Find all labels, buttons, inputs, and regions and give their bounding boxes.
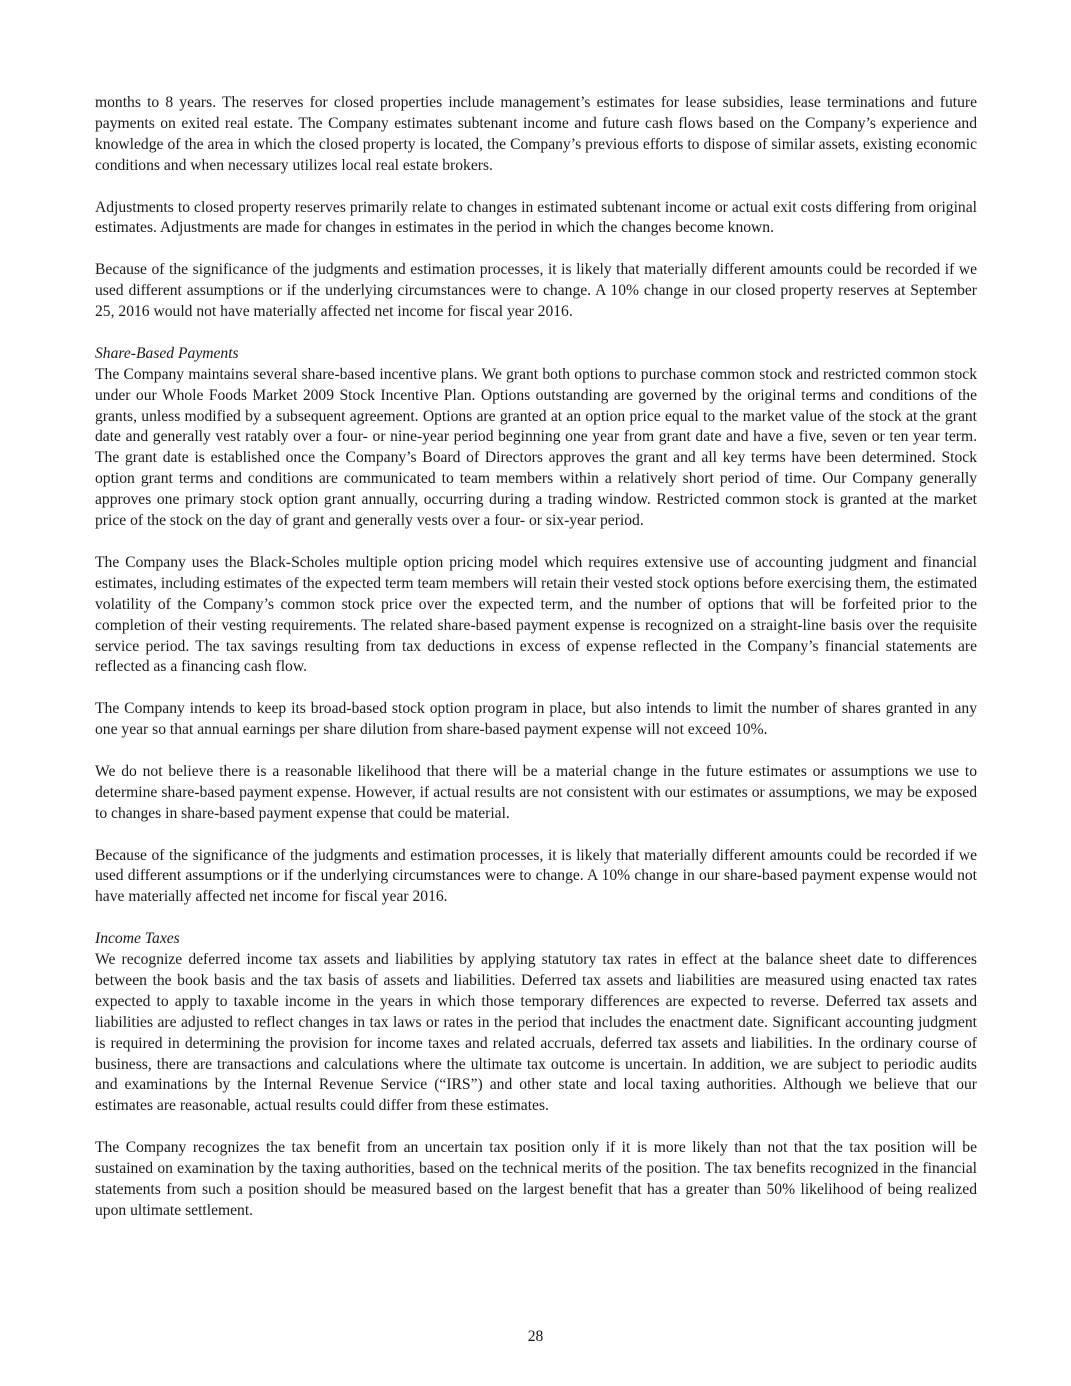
paragraph-uncertain-tax-positions: The Company recognizes the tax benefit from an uncertain tax position only if it is more likely than not that the tax position will be sustained on examination by the taxing authorities, based on the technical merits of the position. The tax benefits recognized in the financial statements from such a position should be measured based on the largest benefit that has a greater than 50% likelihood of being realized upon ultimate settlement. (95, 1139, 977, 1219)
paragraph-deferred-taxes: We recognize deferred income tax assets and liabilities by applying statutory tax rates in effect at the balance sheet date to differences between the book basis and the tax basis of assets and liabilities. Deferred tax assets and liabilities are measured using enacted tax rates expected to apply to taxable income in the years in which those temporary differences are expected to reverse. Deferred tax assets and liabilities are adjusted to reflect changes in tax laws or rates in the period that includes the enactment date. Significant accounting judgment is required in determining the provision for income taxes and related accruals, deferred tax assets and liabilities. In the ordinary course of business, there are transactions and calculations where the ultimate tax outcome is uncertain. In addition, we are subject to periodic audits and examinations by the Internal Revenue Service (“IRS”) and other state and local taxing authorities. Although we believe that our estimates are reasonable, actual results could differ from these estimates. (95, 951, 977, 1115)
paragraph-black-scholes: The Company uses the Black-Scholes multiple option pricing model which requires extensive use of accounting judgment and financial estimates, including estimates of the expected term team members will retain their vested stock options before exercising them, the estimated volatility of the Company’s common stock price over the expected term, and the number of options that will be forfeited prior to the completion of their vesting requirements. The related share-based payment expense is recognized on a straight-line basis over the requisite service period. The tax savings resulting from tax deductions in excess of expense reflected in the Company’s financial statements are reflected as a financing cash flow. (95, 553, 977, 676)
paragraph-share-based-sensitivity: Because of the significance of the judgments and estimation processes, it is likely that materially different amounts could be recorded if we used different assumptions or if the underlying circumstances were to change. A 10% change in our share-based payment expense would not have materially affected net income for fiscal year 2016. (95, 846, 977, 906)
paragraph-incentive-plans: The Company maintains several share-based incentive plans. We grant both options to purchase common stock and restricted common stock under our Whole Foods Market 2009 Stock Incentive Plan. Options outstanding are governed by the original terms and conditions of the grants, unless modified by a subsequent agreement. Options are granted at an option price equal to the market value of the stock at the grant date and generally vest ratably over a four- or nine-year period beginning one year from grant date and have a five, seven or ten year term. The grant date is established once the Company’s Board of Directors approves the grant and all key terms have been determined. Stock option grant terms and conditions are communicated to team members within a relatively short period of time. Our Company generally approves one primary stock option grant annually, occurring during a trading window. Restricted common stock is granted at the market price of the stock on the day of grant and generally vests over a four- or six-year period. (95, 365, 977, 530)
paragraph-dilution-limit: The Company intends to keep its broad-based stock option program in place, but also intends to limit the number of shares granted in any one year so that annual earnings per share dilution from share-based payment expense will not exceed 10%. (95, 700, 977, 739)
paragraph-reserve-adjustments: Adjustments to closed property reserves primarily relate to changes in estimated subtenant income or actual exit costs differing from original estimates. Adjustments are made for changes in estimates in the period in which the changes become known. (95, 198, 977, 237)
section-heading-share-based-payments: Share-Based Payments (95, 344, 239, 362)
paragraph-closed-property-reserves: months to 8 years. The reserves for closed properties include management’s estimates for lease subsidies, lease terminations and future payments on exited real estate. The Company estimates subtenant income and future cash flows based on the Company’s experience and knowledge of the area in which the closed property is located, the Company’s previous efforts to dispose of similar assets, existing economic conditions and when necessary utilizes local real estate brokers. (95, 94, 977, 174)
page-number: 28 (527, 1328, 544, 1345)
paragraph-estimates-likelihood: We do not believe there is a reasonable likelihood that there will be a material change in the future estimates or assumptions we use to determine share-based payment expense. However, if actual results are not consistent with our estimates or assumptions, we may be exposed to changes in share-based payment expense that could be material. (95, 762, 977, 822)
section-heading-income-taxes: Income Taxes (95, 930, 180, 948)
document-body (95, 93, 977, 1243)
paragraph-closed-property-sensitivity: Because of the significance of the judgments and estimation processes, it is likely that materially different amounts could be recorded if we used different assumptions or if the underlying circumstances were to change. A 10% change in our closed property reserves at September 25, 2016 would not have materially affected net income for fiscal year 2016. (95, 261, 977, 321)
